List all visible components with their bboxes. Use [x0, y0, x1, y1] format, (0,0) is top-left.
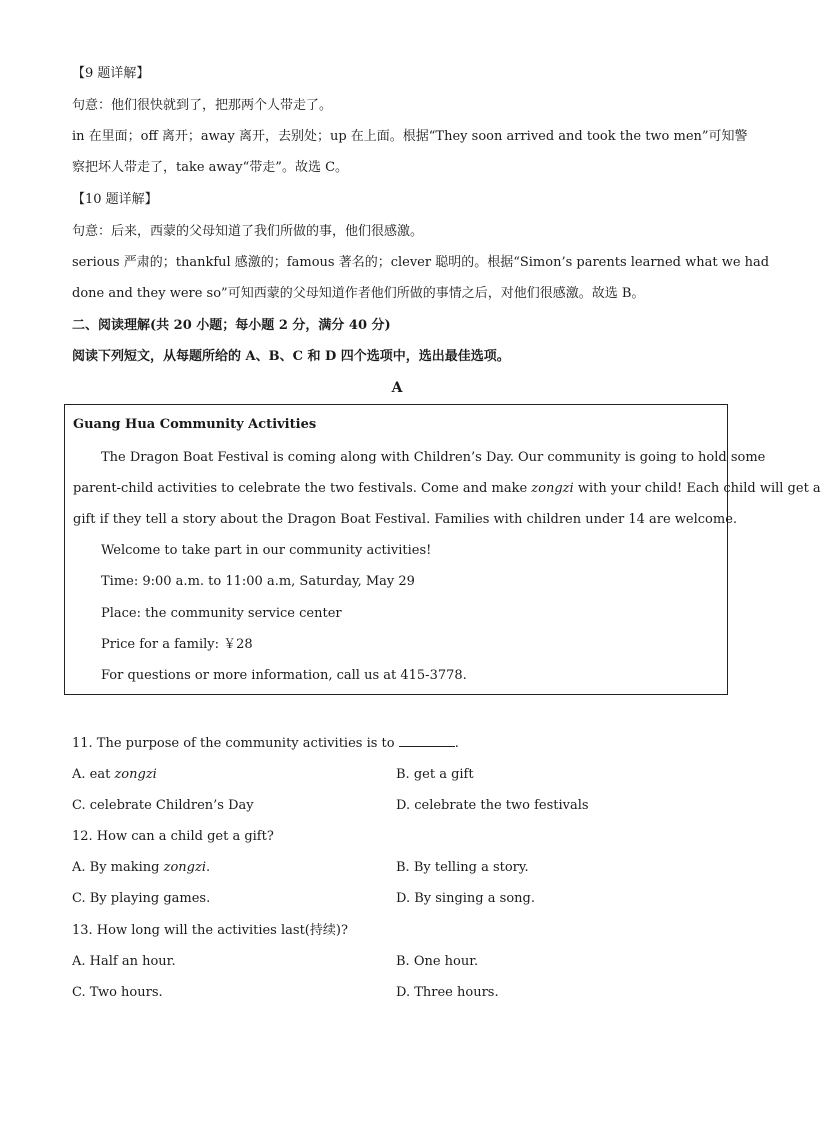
q10-sentence-meaning: 句意：后来，西蒙的父母知道了我们所做的事，他们很感激。	[72, 224, 424, 239]
question-11-option-c: C. celebrate Children’s Day	[72, 798, 254, 813]
q9-sentence-meaning: 句意：他们很快就到了，把那两个人带走了。	[72, 98, 333, 113]
q10-explanation-header: 【10 题详解】	[72, 192, 158, 207]
passage-paragraph-line-3: gift if they tell a story about the Dragon Boat Festival. Families with children under 14 are welcome.	[73, 512, 738, 527]
question-11-option-b: B. get a gift	[396, 767, 474, 782]
q9-analysis-line-2: 察把坏人带走了，take away“带走”。故选 C。	[72, 160, 349, 175]
section-title: 二、阅读理解(共 20 小题；每小题 2 分，满分 40 分)	[72, 318, 391, 333]
question-12-option-b: B. By telling a story.	[396, 860, 529, 875]
question-13-option-b: B. One hour.	[396, 954, 479, 969]
q10-analysis-line-2: done and they were so”可知西蒙的父母知道作者他们所做的事情之后，对他们很感激。故选 B。	[72, 286, 645, 301]
question-13-stem: 13. How long will the activities last(持续)?	[72, 923, 348, 938]
question-13-option-a: A. Half an hour.	[72, 954, 176, 969]
passage-label: A	[391, 380, 403, 396]
passage-paragraph-line-1: The Dragon Boat Festival is coming along with Children’s Day. Our community is going to hold some	[101, 450, 766, 465]
passage-paragraph-line-2: parent-child activities to celebrate the two festivals. Come and make zongzi with your child! Each child will get a	[73, 481, 821, 496]
question-11-stem: 11. The purpose of the community activities is to .	[72, 736, 459, 751]
passage-contact: For questions or more information, call us at 415-3778.	[101, 668, 467, 683]
question-13-option-c: C. Two hours.	[72, 985, 163, 1000]
passage-place: Place: the community service center	[101, 606, 342, 621]
passage-box	[64, 404, 821, 695]
question-12-stem: 12. How can a child get a gift?	[72, 829, 274, 844]
section-instruction: 阅读下列短文，从每题所给的 A、B、C 和 D 四个选项中，选出最佳选项。	[72, 349, 510, 364]
question-12-option-d: D. By singing a song.	[396, 891, 535, 906]
answer-blank	[399, 735, 455, 747]
passage-price: Price for a family: ￥28	[101, 637, 253, 652]
passage-title: Guang Hua Community Activities	[73, 417, 317, 432]
passage-time: Time: 9:00 a.m. to 11:00 a.m, Saturday, May 29	[101, 574, 415, 589]
question-12-option-a: A. By making zongzi.	[72, 860, 211, 875]
passage-welcome: Welcome to take part in our community activities!	[101, 543, 432, 558]
question-11-option-d: D. celebrate the two festivals	[396, 798, 589, 813]
q9-explanation-header: 【9 题详解】	[72, 66, 150, 81]
question-11-option-a: A. eat zongzi	[72, 767, 157, 782]
question-13-option-d: D. Three hours.	[396, 985, 499, 1000]
q9-analysis-line-1: in 在里面；off 离开；away 离开，去别处；up 在上面。根据“They soon arrived and took the two men”可知警	[72, 129, 748, 144]
question-12-option-c: C. By playing games.	[72, 891, 211, 906]
q10-analysis-line-1: serious 严肃的；thankful 感激的；famous 著名的；clever 聪明的。根据“Simon’s parents learned what we had	[72, 255, 770, 270]
